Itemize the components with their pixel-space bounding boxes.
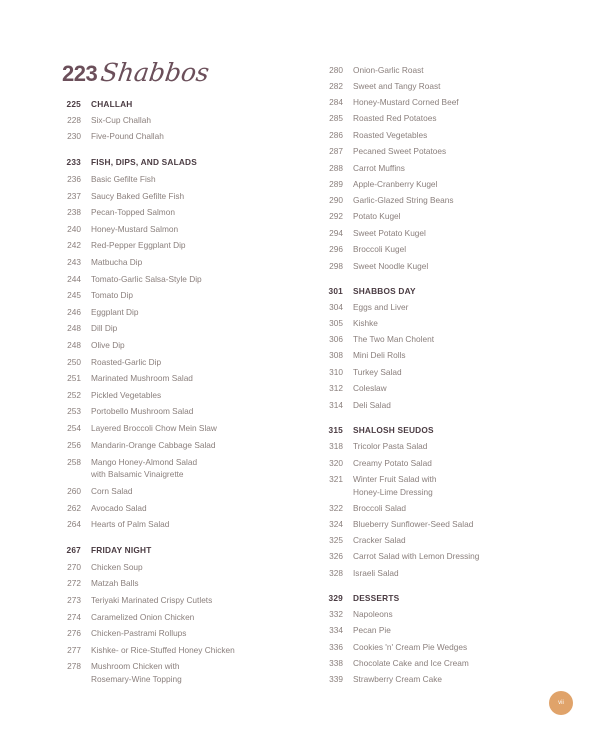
toc-page-number: 262 bbox=[67, 503, 81, 513]
toc-entry bbox=[317, 568, 399, 579]
toc-page-number: 248 bbox=[67, 323, 81, 333]
toc-page-number: 321 bbox=[329, 474, 343, 484]
toc-recipe-title: Israeli Salad bbox=[353, 568, 399, 578]
toc-recipe-title: Mandarin-Orange Cabbage Salad bbox=[91, 440, 216, 450]
toc-page-number: 273 bbox=[67, 595, 81, 605]
toc-page-number: 338 bbox=[329, 658, 343, 668]
toc-recipe-title: Sweet and Tangy Roast bbox=[353, 81, 441, 91]
toc-recipe-title: Corn Salad bbox=[91, 486, 133, 496]
toc-entry bbox=[55, 274, 202, 285]
toc-recipe-title: Cracker Salad bbox=[353, 535, 406, 545]
toc-entry bbox=[317, 642, 467, 653]
toc-recipe-title: Tricolor Pasta Salad bbox=[353, 441, 428, 451]
toc-entry bbox=[55, 406, 193, 417]
toc-entry bbox=[55, 645, 235, 656]
toc-recipe-title: Red-Pepper Eggplant Dip bbox=[91, 240, 186, 250]
toc-recipe-title: Hearts of Palm Salad bbox=[91, 519, 170, 529]
toc-entry bbox=[55, 174, 156, 185]
toc-category-title: FISH, DIPS, AND SALADS bbox=[91, 157, 197, 167]
toc-page-number: 274 bbox=[67, 612, 81, 622]
toc-entry bbox=[317, 458, 432, 469]
toc-entry bbox=[317, 113, 436, 124]
toc-entry bbox=[317, 535, 406, 546]
toc-entry bbox=[317, 609, 393, 620]
toc-category-title: CHALLAH bbox=[91, 99, 133, 109]
toc-page-number: 276 bbox=[67, 628, 81, 638]
toc-entry bbox=[55, 423, 217, 434]
toc-entry bbox=[55, 661, 180, 672]
toc-recipe-title: Roasted Red Potatoes bbox=[353, 113, 437, 123]
toc-page-number: 324 bbox=[329, 519, 343, 529]
toc-category bbox=[55, 99, 133, 110]
toc-recipe-title: Caramelized Onion Chicken bbox=[91, 612, 195, 622]
toc-recipe-title: Napoleons bbox=[353, 609, 393, 619]
toc-category bbox=[55, 157, 197, 168]
toc-category bbox=[317, 286, 416, 297]
toc-entry bbox=[55, 486, 133, 497]
toc-page-number: 298 bbox=[329, 261, 343, 271]
toc-recipe-title: Blueberry Sunflower-Seed Salad bbox=[353, 519, 474, 529]
section-page-number: 223 bbox=[62, 61, 98, 86]
toc-entry bbox=[317, 503, 406, 514]
toc-page-number: 245 bbox=[67, 290, 81, 300]
toc-recipe-title: Marinated Mushroom Salad bbox=[91, 373, 193, 383]
toc-page-number: 284 bbox=[329, 97, 343, 107]
toc-recipe-title: Five-Pound Challah bbox=[91, 131, 164, 141]
toc-recipe-title: Kishke- or Rice-Stuffed Honey Chicken bbox=[91, 645, 235, 655]
toc-entry bbox=[317, 195, 454, 206]
toc-entry bbox=[55, 131, 164, 142]
toc-page-number: 325 bbox=[329, 535, 343, 545]
toc-page-number: 326 bbox=[329, 551, 343, 561]
toc-recipe-title: Tomato-Garlic Salsa-Style Dip bbox=[91, 274, 202, 284]
toc-page-number: 267 bbox=[66, 545, 81, 555]
toc-entry bbox=[317, 658, 469, 669]
toc-entry bbox=[55, 595, 212, 606]
toc-entry bbox=[55, 440, 216, 451]
toc-entry bbox=[55, 323, 117, 334]
toc-entry bbox=[317, 350, 406, 361]
toc-page-number: 254 bbox=[67, 423, 81, 433]
toc-recipe-title: Apple-Cranberry Kugel bbox=[353, 179, 438, 189]
toc-page-number: 264 bbox=[67, 519, 81, 529]
toc-recipe-title: Cookies 'n' Cream Pie Wedges bbox=[353, 642, 468, 652]
toc-page-number: 287 bbox=[329, 146, 343, 156]
toc-recipe-title: Portobello Mushroom Salad bbox=[91, 406, 194, 416]
toc-category bbox=[317, 593, 399, 604]
toc-page-number: 322 bbox=[329, 503, 343, 513]
toc-entry bbox=[55, 390, 161, 401]
toc-recipe-title: Turkey Salad bbox=[353, 367, 402, 377]
toc-page-number: 310 bbox=[329, 367, 343, 377]
toc-recipe-title: Olive Dip bbox=[91, 340, 125, 350]
toc-entry bbox=[55, 562, 143, 573]
toc-recipe-title: Teriyaki Marinated Crispy Cutlets bbox=[91, 595, 213, 605]
toc-entry bbox=[317, 211, 401, 222]
toc-recipe-title: Broccoli Kugel bbox=[353, 244, 407, 254]
toc-recipe-title: Chicken-Pastrami Rollups bbox=[91, 628, 187, 638]
toc-entry bbox=[55, 628, 186, 639]
toc-page-number: 308 bbox=[329, 350, 343, 360]
toc-recipe-title: Chocolate Cake and Ice Cream bbox=[353, 658, 469, 668]
toc-recipe-title: Six-Cup Challah bbox=[91, 115, 151, 125]
toc-page-number: 305 bbox=[329, 318, 343, 328]
toc-page-number: 318 bbox=[329, 441, 343, 451]
toc-page-number bbox=[55, 469, 81, 480]
toc-entry bbox=[317, 228, 426, 239]
toc-recipe-title: Eggs and Liver bbox=[353, 302, 409, 312]
toc-entry bbox=[55, 115, 151, 126]
toc-entry bbox=[55, 191, 184, 202]
toc-entry bbox=[55, 224, 178, 235]
toc-recipe-title: Coleslaw bbox=[353, 383, 387, 393]
toc-page-number bbox=[55, 674, 81, 685]
toc-entry bbox=[55, 307, 139, 318]
toc-page-number: 329 bbox=[328, 593, 343, 603]
toc-page-number: 228 bbox=[67, 115, 81, 125]
toc-recipe-title: Saucy Baked Gefilte Fish bbox=[91, 191, 185, 201]
toc-page-number: 246 bbox=[67, 307, 81, 317]
toc-recipe-title: Honey-Mustard Corned Beef bbox=[353, 97, 459, 107]
toc-recipe-title: Rosemary-Wine Topping bbox=[91, 674, 182, 684]
toc-page-number: 260 bbox=[67, 486, 81, 496]
toc-entry bbox=[55, 290, 133, 301]
toc-page-number: 320 bbox=[329, 458, 343, 468]
toc-page-number: 292 bbox=[329, 211, 343, 221]
page-number-badge bbox=[549, 691, 573, 715]
toc-entry bbox=[55, 674, 182, 685]
toc-recipe-title: Pecan-Topped Salmon bbox=[91, 207, 175, 217]
toc-recipe-title: Eggplant Dip bbox=[91, 307, 139, 317]
toc-entry bbox=[317, 146, 446, 157]
toc-page-number: 242 bbox=[67, 240, 81, 250]
toc-recipe-title: Matzah Balls bbox=[91, 578, 139, 588]
toc-page-number: 286 bbox=[329, 130, 343, 140]
toc-page-number: 233 bbox=[66, 157, 81, 167]
toc-page-number: 258 bbox=[67, 457, 81, 467]
section-heading bbox=[62, 58, 212, 98]
toc-entry bbox=[317, 400, 391, 411]
toc-entry bbox=[317, 551, 479, 562]
toc-entry bbox=[317, 487, 433, 498]
toc-page-number: 285 bbox=[329, 113, 343, 123]
toc-recipe-title: Garlic-Glazed String Beans bbox=[353, 195, 454, 205]
page-number: vii bbox=[558, 700, 564, 706]
toc-entry bbox=[55, 373, 193, 384]
toc-recipe-title: Layered Broccoli Chow Mein Slaw bbox=[91, 423, 217, 433]
toc-page-number: 289 bbox=[329, 179, 343, 189]
toc-recipe-title: The Two Man Cholent bbox=[353, 334, 435, 344]
toc-page-number: 280 bbox=[329, 65, 343, 75]
toc-page-number: 304 bbox=[329, 302, 343, 312]
toc-page-number: 225 bbox=[66, 99, 81, 109]
toc-category-title: DESSERTS bbox=[353, 593, 400, 603]
toc-recipe-title: Matbucha Dip bbox=[91, 257, 143, 267]
toc-page-number: 250 bbox=[67, 357, 81, 367]
toc-entry bbox=[55, 469, 184, 480]
toc-entry bbox=[55, 578, 139, 589]
toc-page-number: 272 bbox=[67, 578, 81, 588]
toc-page-number: 256 bbox=[67, 440, 81, 450]
toc-page-number: 253 bbox=[67, 406, 81, 416]
toc-entry bbox=[317, 179, 437, 190]
toc-entry bbox=[317, 383, 387, 394]
toc-page-number: 301 bbox=[328, 286, 343, 296]
toc-entry bbox=[317, 318, 378, 329]
toc-recipe-title: Sweet Noodle Kugel bbox=[353, 261, 429, 271]
toc-page-number: 315 bbox=[328, 425, 343, 435]
toc-recipe-title: Strawberry Cream Cake bbox=[353, 674, 442, 684]
toc-page-number: 314 bbox=[329, 400, 343, 410]
toc-page-number: 296 bbox=[329, 244, 343, 254]
toc-entry bbox=[317, 97, 459, 108]
toc-recipe-title: with Balsamic Vinaigrette bbox=[91, 469, 184, 479]
toc-recipe-title: Dill Dip bbox=[91, 323, 118, 333]
toc-recipe-title: Roasted-Garlic Dip bbox=[91, 357, 162, 367]
toc-recipe-title: Chicken Soup bbox=[91, 562, 143, 572]
toc-page-number: 282 bbox=[329, 81, 343, 91]
toc-entry bbox=[317, 163, 405, 174]
toc-page-number: 294 bbox=[329, 228, 343, 238]
toc-recipe-title: Carrot Salad with Lemon Dressing bbox=[353, 551, 480, 561]
toc-recipe-title: Avocado Salad bbox=[91, 503, 147, 513]
toc-page-number: 236 bbox=[67, 174, 81, 184]
toc-entry bbox=[317, 474, 436, 485]
toc-page-number: 251 bbox=[67, 373, 81, 383]
section-name: Shabbos bbox=[99, 58, 212, 87]
toc-entry bbox=[55, 207, 175, 218]
toc-entry bbox=[317, 367, 402, 378]
toc-entry bbox=[317, 302, 408, 313]
toc-entry bbox=[55, 612, 194, 623]
toc-page-number: 244 bbox=[67, 274, 81, 284]
toc-page-number: 290 bbox=[329, 195, 343, 205]
toc-entry bbox=[317, 519, 473, 530]
toc-recipe-title: Honey-Lime Dressing bbox=[353, 487, 433, 497]
toc-category bbox=[55, 545, 152, 556]
toc-page-number: 312 bbox=[329, 383, 343, 393]
toc-recipe-title: Mini Deli Rolls bbox=[353, 350, 406, 360]
toc-entry bbox=[55, 340, 125, 351]
toc-recipe-title: Deli Salad bbox=[353, 400, 391, 410]
toc-entry bbox=[317, 334, 434, 345]
toc-page-number: 334 bbox=[329, 625, 343, 635]
toc-page-number: 243 bbox=[67, 257, 81, 267]
toc-category bbox=[317, 425, 434, 436]
toc-entry bbox=[55, 257, 142, 268]
toc-category-title: SHALOSH SEUDOS bbox=[353, 425, 434, 435]
toc-page-number: 336 bbox=[329, 642, 343, 652]
toc-page-number bbox=[317, 487, 343, 498]
toc-page-number: 278 bbox=[67, 661, 81, 671]
toc-page-number: 230 bbox=[67, 131, 81, 141]
toc-category-title: SHABBOS DAY bbox=[353, 286, 416, 296]
toc-page-number: 306 bbox=[329, 334, 343, 344]
toc-entry bbox=[317, 261, 428, 272]
toc-recipe-title: Sweet Potato Kugel bbox=[353, 228, 426, 238]
toc-entry bbox=[317, 674, 442, 685]
toc-page-number: 277 bbox=[67, 645, 81, 655]
toc-page-number: 237 bbox=[67, 191, 81, 201]
toc-page-number: 270 bbox=[67, 562, 81, 572]
toc-entry bbox=[317, 441, 427, 452]
toc-entry bbox=[317, 81, 440, 92]
toc-entry bbox=[55, 457, 197, 468]
toc-recipe-title: Roasted Vegetables bbox=[353, 130, 428, 140]
toc-entry bbox=[317, 130, 427, 141]
toc-recipe-title: Onion-Garlic Roast bbox=[353, 65, 424, 75]
toc-recipe-title: Kishke bbox=[353, 318, 378, 328]
toc-recipe-title: Winter Fruit Salad with bbox=[353, 474, 437, 484]
toc-entry bbox=[317, 65, 424, 76]
toc-entry bbox=[55, 357, 161, 368]
toc-page-number: 238 bbox=[67, 207, 81, 217]
toc-entry bbox=[55, 503, 147, 514]
toc-recipe-title: Honey-Mustard Salmon bbox=[91, 224, 179, 234]
toc-recipe-title: Mushroom Chicken with bbox=[91, 661, 180, 671]
toc-entry bbox=[55, 519, 169, 530]
toc-page-number: 288 bbox=[329, 163, 343, 173]
toc-page-number: 240 bbox=[67, 224, 81, 234]
toc-entry bbox=[317, 244, 406, 255]
toc-recipe-title: Tomato Dip bbox=[91, 290, 133, 300]
toc-page-number: 252 bbox=[67, 390, 81, 400]
toc-entry bbox=[317, 625, 391, 636]
toc-recipe-title: Potato Kugel bbox=[353, 211, 401, 221]
toc-page-number: 339 bbox=[329, 674, 343, 684]
toc-recipe-title: Pickled Vegetables bbox=[91, 390, 162, 400]
toc-recipe-title: Creamy Potato Salad bbox=[353, 458, 432, 468]
toc-page-number: 328 bbox=[329, 568, 343, 578]
toc-recipe-title: Pecan Pie bbox=[353, 625, 391, 635]
toc-recipe-title: Pecaned Sweet Potatoes bbox=[353, 146, 447, 156]
toc-recipe-title: Basic Gefilte Fish bbox=[91, 174, 156, 184]
toc-recipe-title: Mango Honey-Almond Salad bbox=[91, 457, 198, 467]
toc-entry bbox=[55, 240, 186, 251]
toc-category-title: FRIDAY NIGHT bbox=[91, 545, 152, 555]
toc-page-number: 248 bbox=[67, 340, 81, 350]
toc-page-number: 332 bbox=[329, 609, 343, 619]
toc-recipe-title: Broccoli Salad bbox=[353, 503, 407, 513]
toc-recipe-title: Carrot Muffins bbox=[353, 163, 405, 173]
